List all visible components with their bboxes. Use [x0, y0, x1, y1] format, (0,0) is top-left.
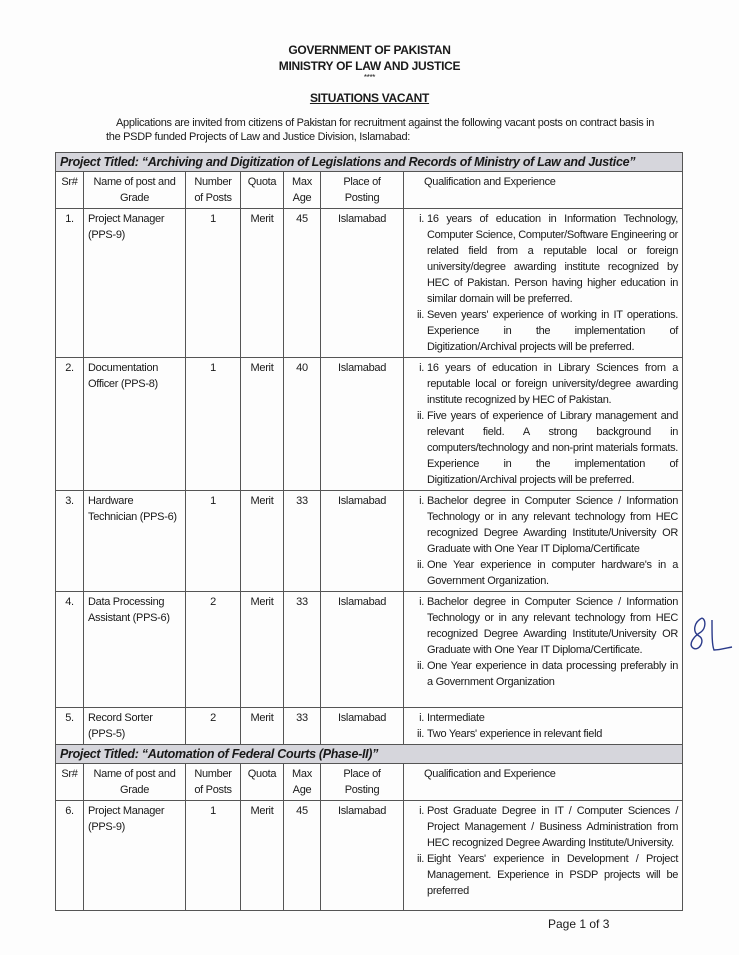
cell-place: Islamabad — [321, 708, 404, 745]
item-text: Five years of experience of Library management and relevant field. A strong background in computers/technology and non-print materials formats. Experience in the implementation of Digitization/Archival projects will be preferred. — [427, 410, 679, 486]
qualification-item — [408, 211, 678, 307]
table-row — [56, 801, 683, 911]
item-text: One Year experience in computer hardware's in a Government Organization. — [427, 559, 679, 587]
column-header: Number of Posts — [186, 172, 241, 209]
column-header: Quota — [241, 764, 284, 801]
cell-qualification — [404, 801, 683, 911]
intro-text: Applications are invited from citizens of Pakistan for recruitment against the following vacant posts on contract basis in the PSDP funded Projects of Law and Justice Division, Islamabad: — [106, 117, 655, 143]
cell-place: Islamabad — [321, 592, 404, 708]
stars-divider: **** — [363, 73, 376, 82]
qualification-item — [408, 658, 678, 690]
cell-age: 45 — [284, 801, 321, 911]
ministry-heading: MINISTRY OF LAW AND JUSTICE — [278, 59, 461, 73]
cell-sr: 1. — [56, 209, 84, 358]
qualification-item — [408, 803, 678, 851]
cell-age: 33 — [284, 491, 321, 592]
project-title: Project Titled: “Automation of Federal Courts (Phase-II)” — [56, 745, 683, 764]
cell-age: 33 — [284, 708, 321, 745]
cell-place: Islamabad — [321, 801, 404, 911]
cell-posts: 1 — [186, 491, 241, 592]
cell-place: Islamabad — [321, 491, 404, 592]
gov-heading: GOVERNMENT OF PAKISTAN — [288, 43, 451, 57]
qualification-item — [408, 851, 678, 899]
item-marker: i. — [419, 495, 424, 507]
qualification-item — [408, 360, 678, 408]
qualification-item — [408, 557, 678, 589]
column-header: Place of Posting — [321, 172, 404, 209]
cell-quota: Merit — [241, 358, 284, 491]
table-row — [56, 209, 683, 358]
cell-posts: 2 — [186, 592, 241, 708]
item-text: 16 years of education in Information Technology, Computer Science, Computer/Software Engineering or related field from a reputable local or foreign university/degree awarding institute recognized by HEC of Pakistan. Person having higher education in similar domain will be preferred. — [427, 213, 679, 305]
cell-posts: 2 — [186, 708, 241, 745]
cell-quota: Merit — [241, 209, 284, 358]
item-marker: ii. — [416, 559, 424, 571]
item-text: Post Graduate Degree in IT / Computer Sciences / Project Management / Business Administration from HEC recognized Degree Awarding Institute/University. — [427, 805, 679, 849]
cell-age: 40 — [284, 358, 321, 491]
project-table-2 — [55, 744, 683, 911]
column-header-row — [56, 764, 683, 801]
table-row — [56, 708, 683, 745]
column-header: Sr# — [56, 764, 84, 801]
item-marker: ii. — [416, 853, 424, 865]
item-text: One Year experience in data processing preferably in a Government Organization — [427, 660, 679, 688]
item-marker: i. — [419, 712, 424, 724]
cell-name: Project Manager (PPS-9) — [84, 209, 186, 358]
item-text: Two Years' experience in relevant field — [427, 728, 603, 740]
table-row — [56, 358, 683, 491]
cell-sr: 3. — [56, 491, 84, 592]
column-header-row — [56, 172, 683, 209]
cell-sr: 6. — [56, 801, 84, 911]
item-marker: i. — [419, 596, 424, 608]
project-title-row — [56, 745, 683, 764]
column-header: Max Age — [284, 764, 321, 801]
cell-posts: 1 — [186, 209, 241, 358]
column-header: Name of post and Grade — [84, 172, 186, 209]
item-marker: ii. — [416, 410, 424, 422]
page-number: Page 1 of 3 — [548, 917, 610, 931]
item-text: Intermediate — [427, 712, 485, 724]
cell-name: Hardware Technician (PPS-6) — [84, 491, 186, 592]
item-marker: i. — [419, 805, 424, 817]
column-header: Place of Posting — [321, 764, 404, 801]
qualification-item — [408, 726, 678, 742]
column-header: Sr# — [56, 172, 84, 209]
item-marker: ii. — [416, 660, 424, 672]
column-header: Max Age — [284, 172, 321, 209]
cell-name: Documentation Officer (PPS-8) — [84, 358, 186, 491]
cell-quota: Merit — [241, 801, 284, 911]
cell-qualification — [404, 708, 683, 745]
cell-place: Islamabad — [321, 358, 404, 491]
cell-place: Islamabad — [321, 209, 404, 358]
item-text: Bachelor degree in Computer Science / Information Technology or in any relevant technology from HEC recognized Degree Awarding Institute/University OR Graduate with One Year IT Diploma/Certificate — [427, 495, 679, 555]
qualification-item — [408, 594, 678, 658]
project-table-1 — [55, 152, 683, 745]
signature-mark — [688, 610, 736, 660]
content-flow — [55, 0, 682, 951]
cell-quota: Merit — [241, 708, 284, 745]
cell-sr: 2. — [56, 358, 84, 491]
cell-qualification — [404, 358, 683, 491]
item-text: Bachelor degree in Computer Science / Information Technology or in any relevant technology from HEC recognized Degree Awarding Institute/University OR Graduate with One Year IT Diploma/Certificate. — [427, 596, 679, 656]
column-header: Quota — [241, 172, 284, 209]
cell-age: 33 — [284, 592, 321, 708]
table-row — [56, 592, 683, 708]
cell-qualification — [404, 592, 683, 708]
page-title: SITUATIONS VACANT — [309, 91, 430, 105]
cell-name: Record Sorter (PPS-5) — [84, 708, 186, 745]
item-text: Eight Years' experience in Development / Project Management. Experience in PSDP projects will be preferred — [427, 853, 679, 897]
item-text: 16 years of education in Library Sciences from a reputable local or foreign university/degree awarding institute recognized by HEC of Pakistan. — [427, 362, 679, 406]
column-header: Qualification and Experience — [404, 764, 683, 801]
table-row — [56, 491, 683, 592]
cell-qualification — [404, 491, 683, 592]
project-title-row — [56, 153, 683, 172]
cell-age: 45 — [284, 209, 321, 358]
qualification-item — [408, 307, 678, 355]
cell-quota: Merit — [241, 592, 284, 708]
qualification-item — [408, 493, 678, 557]
project-title: Project Titled: “Archiving and Digitization of Legislations and Records of Ministry of Law and Justice” — [56, 153, 683, 172]
cell-name: Project Manager (PPS-9) — [84, 801, 186, 911]
column-header: Qualification and Experience — [404, 172, 683, 209]
column-header: Name of post and Grade — [84, 764, 186, 801]
cell-quota: Merit — [241, 491, 284, 592]
item-marker: ii. — [416, 309, 424, 321]
cell-qualification — [404, 209, 683, 358]
item-marker: i. — [419, 362, 424, 374]
cell-posts: 1 — [186, 801, 241, 911]
qualification-item — [408, 408, 678, 488]
column-header: Number of Posts — [186, 764, 241, 801]
item-text: Seven years' experience of working in IT operations. Experience in the implementation of Digitization/Archival projects will be preferred. — [427, 309, 679, 353]
qualification-item — [408, 710, 678, 726]
cell-sr: 5. — [56, 708, 84, 745]
cell-name: Data Processing Assistant (PPS-6) — [84, 592, 186, 708]
item-marker: i. — [419, 213, 424, 225]
cell-sr: 4. — [56, 592, 84, 708]
cell-posts: 1 — [186, 358, 241, 491]
tables-wrapper — [55, 152, 682, 911]
item-marker: ii. — [416, 728, 424, 740]
